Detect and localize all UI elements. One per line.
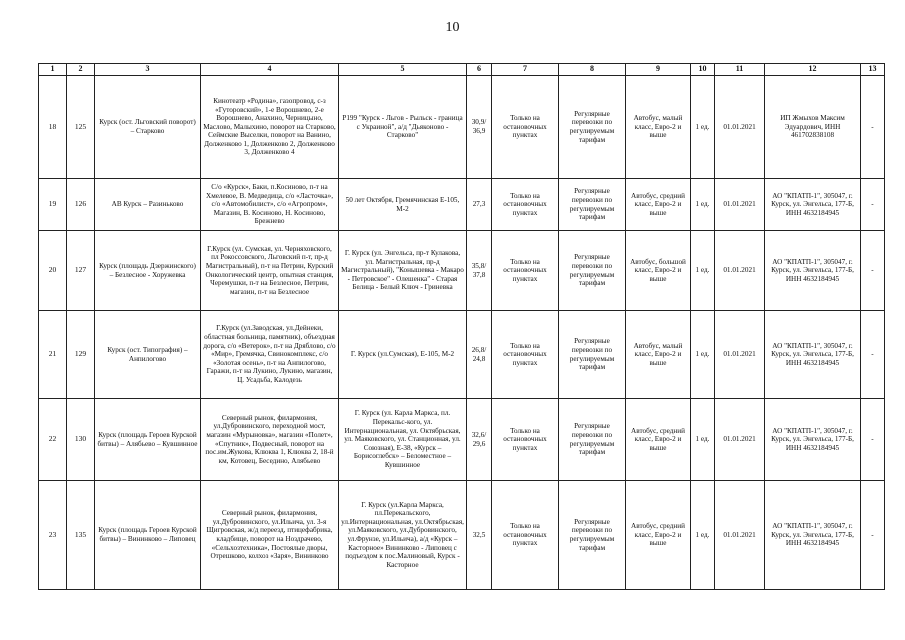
table-row [39, 179, 885, 231]
route-streets: Г. Курск (ул.Карла Маркса, пл.Перекальского, ул.Интернациональная, ул.Октябрьская, ул.Маяковского, ул.Дубровинского, ул.Фрунзе, ул.Ильича), а/д «Курск – Касторное» Вининково - Липовец с подъездом к пос.Малиновый, Курск - Касторное [339, 481, 467, 590]
carrier: АО "КПАТП-1", 305047, г. Курск, ул. Энгельса, 177-Б, ИНН 4632184945 [765, 179, 861, 231]
carrier: АО "КПАТП-1", 305047, г. Курск, ул. Энгельса, 177-Б, ИНН 4632184945 [765, 481, 861, 590]
route-name: Курск (площадь Дзержинского) – Безлесное - Хоружевка [95, 231, 201, 311]
transport-type: Регулярные перевозки по регулируемым тарифам [559, 231, 626, 311]
route-stops: Северный рынок, филармония, ул.Дубровинского, ул.Ильича, ул. 3-я Щигровская, ж/д переезд, птицефабрика, кладбище, поворот на Ноздрачево, «Сельхозтехника», Постоялые дворы, Отрешково, колхоз «Заря», Вининково [201, 481, 339, 590]
route-number: 126 [67, 179, 95, 231]
table-row [39, 481, 885, 590]
column-header: 12 [765, 64, 861, 76]
table-row [39, 231, 885, 311]
start-date: 01.01.2021 [715, 76, 765, 179]
route-stops: Г.Курск (ул. Сумская, ул. Черняховского, пл Рокоссовского, Льговский п-т, пр-д Магистральный), п-т на Петрин, Курский Онкологический центр, опытная станция, Черемушки, п-т на Безлесное, Петрин, магазин, п-т на Безлесное [201, 231, 339, 311]
carrier: АО "КПАТП-1", 305047, г. Курск, ул. Энгельса, 177-Б, ИНН 4632184945 [765, 399, 861, 481]
page-number: 10 [445, 20, 460, 35]
header-row [39, 64, 885, 76]
route-length: 32,6/ 29,6 [467, 399, 492, 481]
vehicle-class: Автобус, средний класс, Евро-2 и выше [626, 179, 691, 231]
start-date: 01.01.2021 [715, 311, 765, 399]
transport-type: Регулярные перевозки по регулируемым тарифам [559, 481, 626, 590]
transport-type: Регулярные перевозки по регулируемым тарифам [559, 179, 626, 231]
column-header: 11 [715, 64, 765, 76]
boarding-order: Только на остановочных пунктах [492, 179, 559, 231]
column-header: 8 [559, 64, 626, 76]
carrier: ИП Жмыхов Максим Эдуардович, ИНН 461702838108 [765, 76, 861, 179]
routes-table [38, 63, 885, 590]
row-number: 21 [39, 311, 67, 399]
column-header: 1 [39, 64, 67, 76]
vehicle-count: 1 ед. [691, 231, 715, 311]
route-length: 32,5 [467, 481, 492, 590]
row-number: 18 [39, 76, 67, 179]
note: - [861, 311, 885, 399]
vehicle-count: 1 ед. [691, 311, 715, 399]
note: - [861, 399, 885, 481]
boarding-order: Только на остановочных пунктах [492, 399, 559, 481]
vehicle-class: Автобус, большой класс, Евро-2 и выше [626, 231, 691, 311]
column-header: 10 [691, 64, 715, 76]
route-number: 127 [67, 231, 95, 311]
route-number: 130 [67, 399, 95, 481]
note: - [861, 231, 885, 311]
start-date: 01.01.2021 [715, 481, 765, 590]
route-length: 30,9/ 36,9 [467, 76, 492, 179]
note: - [861, 76, 885, 179]
transport-type: Регулярные перевозки по регулируемым тарифам [559, 311, 626, 399]
vehicle-class: Автобус, малый класс, Евро-2 и выше [626, 311, 691, 399]
boarding-order: Только на остановочных пунктах [492, 311, 559, 399]
route-number: 125 [67, 76, 95, 179]
boarding-order: Только на остановочных пунктах [492, 231, 559, 311]
column-header: 6 [467, 64, 492, 76]
vehicle-class: Автобус, малый класс, Евро-2 и выше [626, 76, 691, 179]
table-row [39, 399, 885, 481]
route-stops: Северный рынок, филармония, ул.Дубровинского, переходной мост, магазин «Мурыновка», магазин «Полет», «Спутник», Подвесный, поворот на пос.им.Жукова, Клюква 1, Клюква 2, 18-й км, Котовец, Беседино, Алябьево [201, 399, 339, 481]
route-stops: С/о «Курск», Баки, п.Косиново, п-т на Хмелевое, В. Медведица, с/о «Ласточка», с/о «Автомобилист», с/о «Агропром», Магазин, В. Косиново, Н. Косиново, Брежнево [201, 179, 339, 231]
boarding-order: Только на остановочных пунктах [492, 481, 559, 590]
route-streets: 50 лет Октября, Гремячинская Е-105, М-2 [339, 179, 467, 231]
route-streets: Г. Курск (ул.Сумская), Е-105, М-2 [339, 311, 467, 399]
route-number: 129 [67, 311, 95, 399]
route-length: 26,8/ 24,8 [467, 311, 492, 399]
vehicle-count: 1 ед. [691, 179, 715, 231]
column-header: 4 [201, 64, 339, 76]
route-number: 135 [67, 481, 95, 590]
vehicle-count: 1 ед. [691, 76, 715, 179]
route-name: Курск (площадь Героев Курской битвы) – Алябьево – Кувшинное [95, 399, 201, 481]
vehicle-class: Автобус, средний класс, Евро-2 и выше [626, 399, 691, 481]
carrier: АО "КПАТП-1", 305047, г. Курск, ул. Энгельса, 177-Б, ИНН 4632184945 [765, 311, 861, 399]
row-number: 22 [39, 399, 67, 481]
table-row [39, 311, 885, 399]
vehicle-count: 1 ед. [691, 399, 715, 481]
column-header: 7 [492, 64, 559, 76]
note: - [861, 179, 885, 231]
start-date: 01.01.2021 [715, 399, 765, 481]
row-number: 19 [39, 179, 67, 231]
route-streets: Г. Курск (ул. Энгельса, пр-т Кулакова, ул. Магистральная, пр-д Магистральный), "Конышевка - Макаро - Петровское" - Олешенка" - Старая Белица - Белый Ключ - Гриневка [339, 231, 467, 311]
vehicle-class: Автобус, средний класс, Евро-2 и выше [626, 481, 691, 590]
route-name: Курск (ост. Льговский поворот) – Старково [95, 76, 201, 179]
route-stops: Г.Курск (ул.Заводская, ул.Дейнеки, областная больница, памятник), объездная дорога, с/о «Ветерок», п-т на Дрябл​ово, с/о «Мир», Гремячка, Свинокомплекс, с/о «Золотая осень», п-т на Анпилогово, Гаражи, п-т на Лукино, Лукино, магазин, Ц. Усадьба, Калодезь [201, 311, 339, 399]
route-streets: Г. Курск (ул. Карла Маркса, пл. Перекальс-кого, ул. Интернациональная, ул. Октябрьская, ул. Маяковского, ул. Станционная, ул. Союзная), Е-38, «Курск – Борисоглебск» – Беломестное – Кувшинное [339, 399, 467, 481]
column-header: 5 [339, 64, 467, 76]
transport-type: Регулярные перевозки по регулируемым тарифам [559, 399, 626, 481]
carrier: АО "КПАТП-1", 305047, г. Курск, ул. Энгельса, 177-Б, ИНН 4632184945 [765, 231, 861, 311]
boarding-order: Только на остановочных пунктах [492, 76, 559, 179]
route-name: АВ Курск – Разиньково [95, 179, 201, 231]
route-length: 27,3 [467, 179, 492, 231]
start-date: 01.01.2021 [715, 179, 765, 231]
route-name: Курск (ост. Типография) – Анпилогово [95, 311, 201, 399]
route-streets: Р199 "Курск - Льгов - Рыльск - граница с Украиной", а/д "Дьяконово - Старково" [339, 76, 467, 179]
route-stops: Кинотеатр «Родина», газопровод, с-з «Гуторовский», 1-е Ворошнево, 2-е Ворошнево, Анахино, Черницыно, Маслово, Малыхино, поворот на Старково, Сеймские Выселки, поворот на Ванино, Долженково 1, Долженково 2, Долженково 3, Долженково 4 [201, 76, 339, 179]
vehicle-count: 1 ед. [691, 481, 715, 590]
column-header: 2 [67, 64, 95, 76]
row-number: 20 [39, 231, 67, 311]
note: - [861, 481, 885, 590]
column-header: 13 [861, 64, 885, 76]
table-row [39, 76, 885, 179]
route-name: Курск (площадь Героев Курской битвы) – Вининково – Липовец [95, 481, 201, 590]
row-number: 23 [39, 481, 67, 590]
route-length: 35,8/ 37,8 [467, 231, 492, 311]
column-header: 3 [95, 64, 201, 76]
start-date: 01.01.2021 [715, 231, 765, 311]
column-header: 9 [626, 64, 691, 76]
transport-type: Регулярные перевозки по регулируемым тарифам [559, 76, 626, 179]
